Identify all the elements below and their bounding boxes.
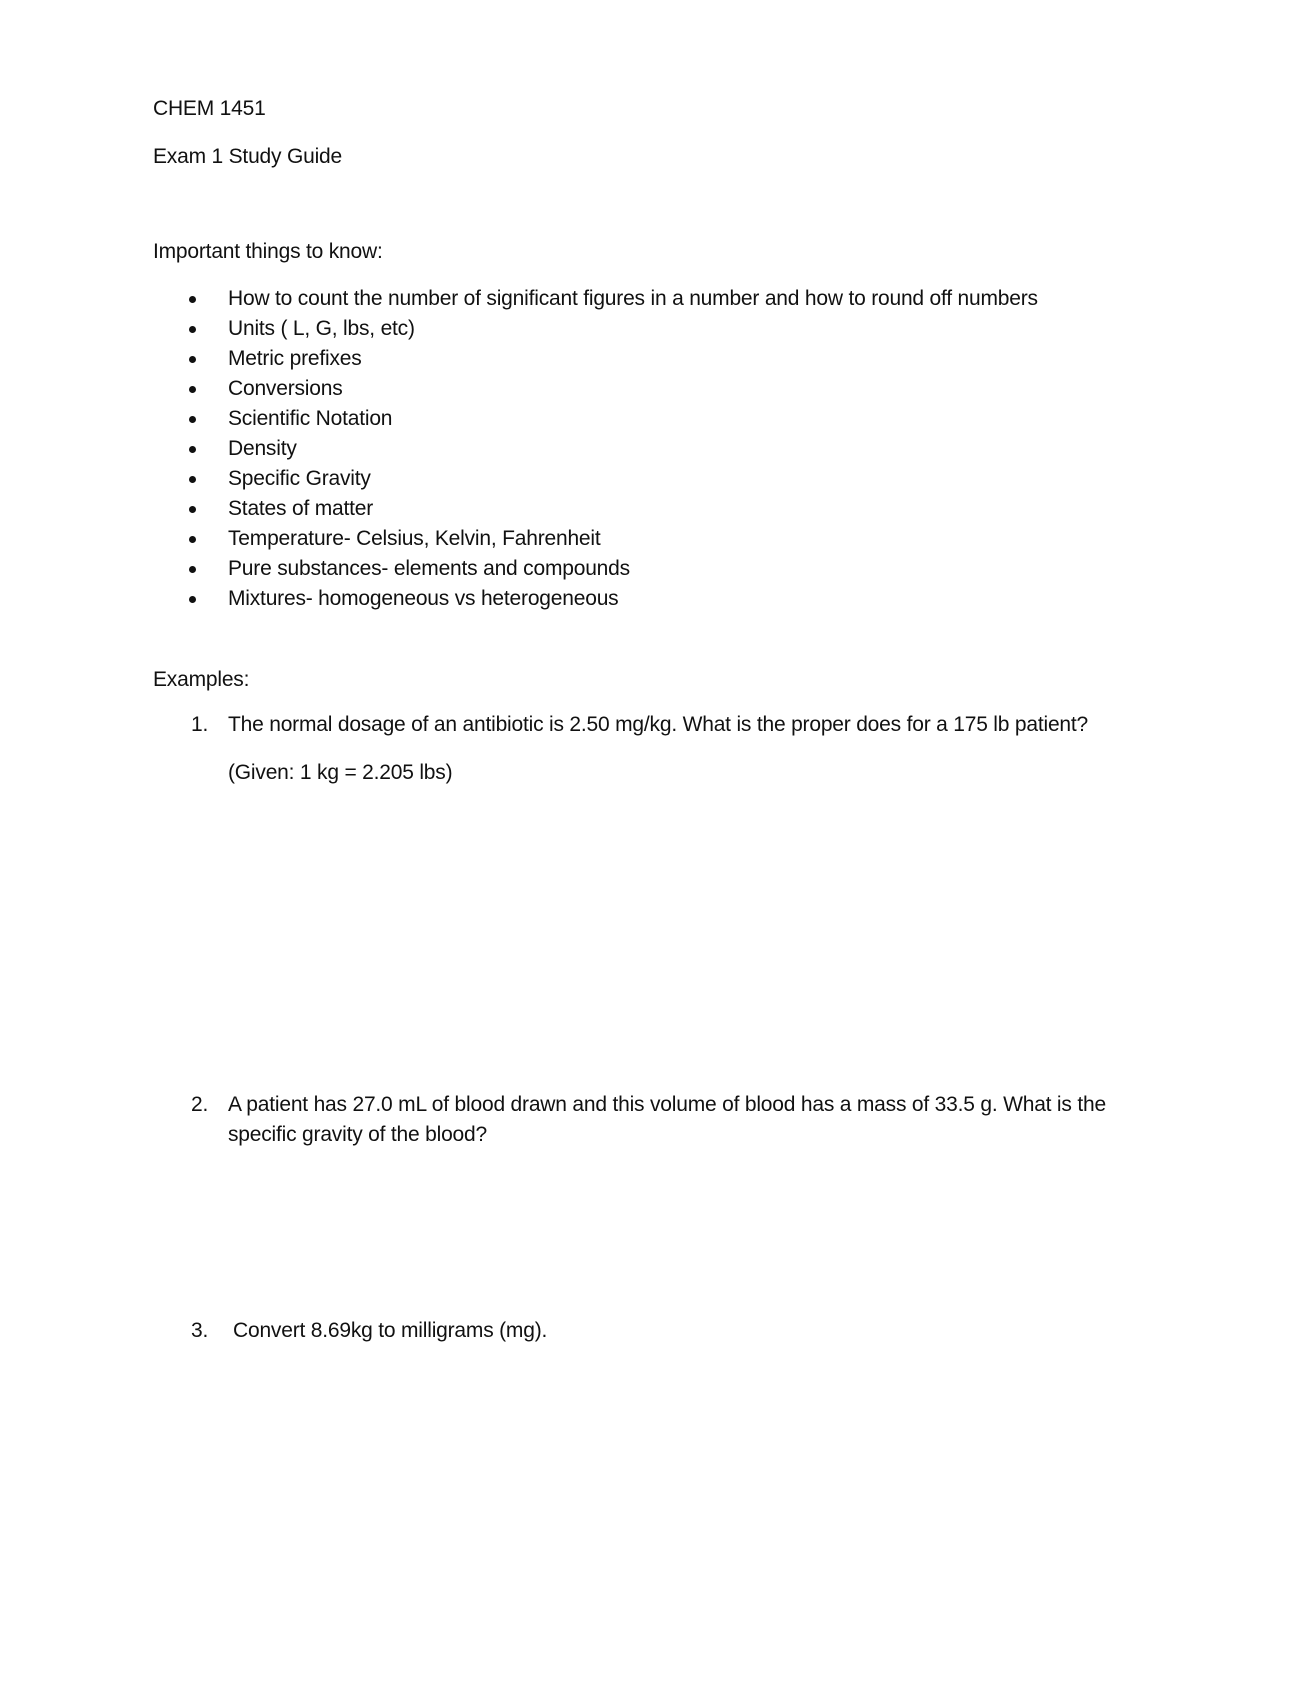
list-item-text: How to count the number of significant figures in a number and how to round off numbers bbox=[228, 287, 1038, 310]
bullet-icon bbox=[189, 386, 196, 393]
bullet-icon bbox=[189, 476, 196, 483]
list-item-text: Scientific Notation bbox=[228, 407, 393, 430]
list-item-text: Density bbox=[228, 437, 297, 460]
bullet-icon bbox=[189, 356, 196, 363]
question-number: 1. bbox=[191, 713, 209, 736]
bullet-icon bbox=[189, 596, 196, 603]
list-item-text: Units ( L, G, lbs, etc) bbox=[228, 317, 415, 340]
list-item-text: States of matter bbox=[228, 497, 374, 520]
question-text: Convert 8.69kg to milligrams (mg). bbox=[233, 1319, 548, 1342]
list-item-text: Temperature- Celsius, Kelvin, Fahrenheit bbox=[228, 527, 601, 550]
bullet-icon bbox=[189, 566, 196, 573]
bullet-icon bbox=[189, 536, 196, 543]
bullet-icon bbox=[189, 296, 196, 303]
question-text: A patient has 27.0 mL of blood drawn and this volume of blood has a mass of 33.5 g. What is the specific gravity of the blood? bbox=[228, 1093, 1106, 1146]
important-heading: Important things to know: bbox=[153, 240, 383, 263]
course-code: CHEM 1451 bbox=[153, 97, 266, 120]
list-item-text: Mixtures- homogeneous vs heterogeneous bbox=[228, 587, 619, 610]
bullet-icon bbox=[189, 446, 196, 453]
bullet-icon bbox=[189, 506, 196, 513]
question-1-given: (Given: 1 kg = 2.205 lbs) bbox=[228, 761, 453, 784]
examples-heading: Examples: bbox=[153, 668, 250, 691]
document-title: Exam 1 Study Guide bbox=[153, 145, 342, 168]
bullet-icon bbox=[189, 416, 196, 423]
list-item-text: Pure substances- elements and compounds bbox=[228, 557, 630, 580]
question-number: 2. bbox=[191, 1093, 209, 1116]
bullet-icon bbox=[189, 326, 196, 333]
list-item-text: Metric prefixes bbox=[228, 347, 362, 370]
question-number: 3. bbox=[191, 1319, 209, 1342]
question-text: The normal dosage of an antibiotic is 2.50 mg/kg. What is the proper does for a 175 lb patient? bbox=[228, 713, 1089, 736]
list-item-text: Specific Gravity bbox=[228, 467, 371, 490]
list-item-text: Conversions bbox=[228, 377, 343, 400]
